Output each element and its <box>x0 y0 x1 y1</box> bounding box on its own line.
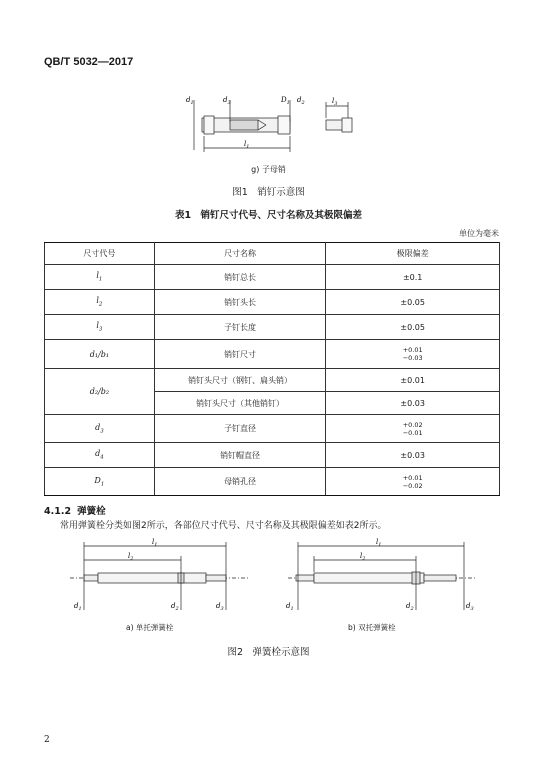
fig2a-label-d1: $d_1$ <box>74 602 82 612</box>
figure1-subcaption: g) 子母销 <box>251 165 286 174</box>
fig2b-label-d2: $d_2$ <box>406 602 414 612</box>
table-row: $l_1$ 销钉总长 ±0.1 <box>45 265 500 290</box>
table-row: $l_2$ 销钉头长 ±0.05 <box>45 290 500 315</box>
figure2b-subcaption: b) 双托弹簧栓 <box>348 623 396 632</box>
table-row: d₁/b₁ 销钉尺寸 +0.01 −0.03 <box>45 340 500 369</box>
table1 <box>44 242 500 496</box>
fig2b-label-d3: $d_3$ <box>466 602 474 612</box>
col-header-name: 尺寸名称 <box>154 243 326 265</box>
table-row: $D_1$ 母销孔径 +0.01 −0.02 <box>45 468 500 496</box>
table-row: $d_4$ 销钉帽直径 ±0.03 <box>45 443 500 468</box>
fig1-label-l3: $l_3$ <box>332 97 338 107</box>
table-row: d₂/b₂ 销钉头尺寸（钢钉、扁头销） ±0.01 <box>45 369 500 392</box>
fig2a-label-l2: $l_2$ <box>128 552 134 562</box>
figure2a-drawing <box>66 536 252 614</box>
figure2-caption: 图2 弹簧栓示意图 <box>227 647 310 658</box>
table-row: $d_3$ 子钉直径 +0.02 −0.01 <box>45 415 500 443</box>
fig2b-label-l1: $l_1$ <box>376 538 382 548</box>
fig1-label-D1: $D_1$ <box>281 96 290 106</box>
figure2a-subcaption: a) 单托弹簧栓 <box>126 623 174 632</box>
col-header-tol: 极限偏差 <box>326 243 500 265</box>
standard-number: QB/T 5032—2017 <box>44 56 134 68</box>
table-row: 销钉头尺寸（其他销钉） ±0.03 <box>45 392 500 415</box>
section-heading: 4.1.2 弹簧栓 <box>44 506 106 517</box>
fig2a-label-d3: $d_3$ <box>216 602 224 612</box>
figure2b-drawing <box>284 536 480 614</box>
fig1-label-d2: $d_2$ <box>297 96 305 106</box>
table1-unit: 单位为毫米 <box>459 229 499 238</box>
fig2a-label-d2: $d_2$ <box>171 602 179 612</box>
table-row: $l_3$ 子钉长度 ±0.05 <box>45 315 500 340</box>
fig2b-label-l2: $l_2$ <box>360 552 366 562</box>
figure1-drawing <box>180 92 380 158</box>
col-header-code: 尺寸代号 <box>45 243 155 265</box>
fig1-label-l1: $l_1$ <box>244 140 250 150</box>
table1-title: 表1 销钉尺寸代号、尺寸名称及其极限偏差 <box>174 210 363 221</box>
fig2a-label-l1: $l_1$ <box>152 538 158 548</box>
page-number: 2 <box>44 735 50 745</box>
fig1-label-d3: $d_3$ <box>223 96 231 106</box>
figure1-caption: 图1 销钉示意图 <box>232 187 305 198</box>
fig1-label-d1: $d_1$ <box>186 96 194 106</box>
section-paragraph: 常用弹簧栓分类如图2所示，各部位尺寸代号、尺寸名称及其极限偏差如表2所示。 <box>60 521 387 531</box>
fig2b-label-d1: $d_1$ <box>286 602 294 612</box>
